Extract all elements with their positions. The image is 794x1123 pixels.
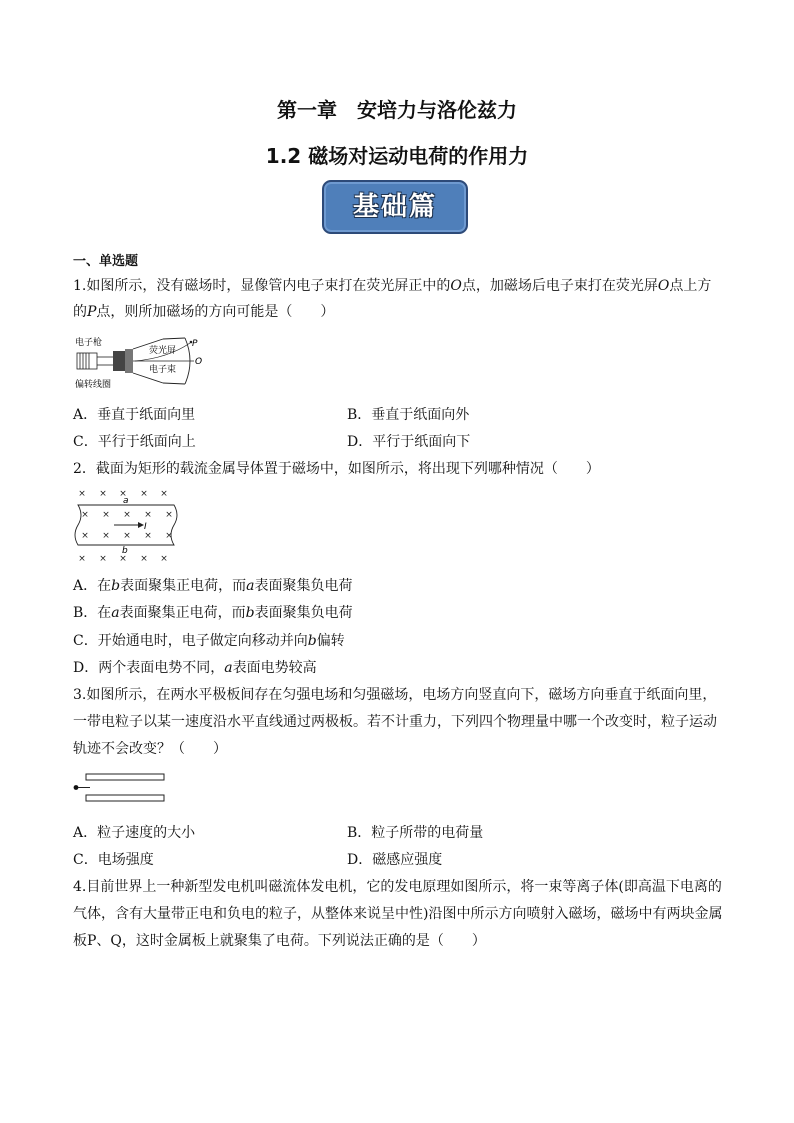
svg-text:×: × (102, 510, 110, 520)
var-a: a (224, 660, 233, 676)
q2-stem: 2．截面为矩形的载流金属导体置于磁场中，如图所示，将出现下列哪种情况（ ） (73, 461, 600, 477)
svg-text:×: × (140, 554, 148, 564)
level-badge (322, 180, 468, 234)
svg-text:×: × (140, 489, 148, 499)
level-badge-label: 基础篇 (352, 192, 437, 222)
q1-stem-line2 (73, 302, 334, 322)
q3-option-a[interactable]: A．粒子速度的大小 (73, 825, 196, 841)
option-text: 表面聚集正电荷，而 (120, 578, 247, 594)
option-text: 表面聚集负电荷 (254, 578, 353, 594)
option-text: B．在 (73, 605, 112, 621)
q1-stem-line1 (73, 276, 711, 296)
q3-option-b[interactable]: B．粒子所带的电荷量 (347, 825, 484, 841)
q3-option-c[interactable]: C．电场强度 (73, 852, 154, 868)
option-text: 表面电势较高 (232, 660, 317, 676)
conductor-diagram (70, 485, 182, 565)
q4-stem-line1: 4.目前世界上一种新型发电机叫磁流体发电机，它的发电原理如图所示，将一束等离子体(即高温下电离的 (73, 879, 722, 895)
q2-option-c[interactable] (73, 631, 345, 651)
current-label: I (144, 522, 147, 532)
svg-text:×: × (81, 510, 89, 520)
q1-var-o: O (450, 278, 462, 294)
q2-option-b[interactable] (73, 603, 353, 623)
svg-text:×: × (99, 489, 107, 499)
option-text: 偏转 (316, 633, 345, 649)
var-b: b (307, 633, 317, 649)
svg-text:×: × (81, 531, 89, 541)
crt-label-gun: 电子枪 (75, 338, 103, 348)
var-a: a (246, 578, 255, 594)
lower-plate (86, 795, 164, 801)
svg-text:×: × (78, 489, 86, 499)
surface-b-label: b (122, 546, 128, 556)
crt-tube (133, 338, 194, 384)
option-text: D．两个表面电势不同， (73, 660, 225, 676)
svg-text:×: × (119, 489, 127, 499)
q1-option-d[interactable]: D．平行于纸面向下 (347, 434, 471, 450)
crt-label-beam: 电子束 (149, 365, 177, 375)
q1-text: 点，则所加磁场的方向可能是（ ） (96, 304, 335, 320)
svg-text:×: × (160, 554, 168, 564)
q3-stem-line1: 3.如图所示，在两水平极板间存在匀强电场和匀强磁场，电场方向竖直向下，磁场方向垂直于纸面向里， (73, 687, 717, 703)
option-text: A．在 (73, 578, 112, 594)
q1-text: 点，加磁场后电子束打在荧光屏 (461, 278, 658, 294)
option-text: C．开始通电时，电子做定向移动并向 (73, 633, 308, 649)
crt-diagram (73, 334, 213, 392)
svg-text:×: × (99, 554, 107, 564)
q1-option-a[interactable]: A．垂直于纸面向里 (73, 407, 196, 423)
svg-text:×: × (165, 510, 173, 520)
section-heading: 一、单选题 (73, 254, 139, 269)
svg-text:×: × (144, 531, 152, 541)
q1-text: 点上方 (669, 278, 712, 294)
var-b: b (111, 578, 121, 594)
svg-text:×: × (78, 554, 86, 564)
q1-var-p: P (87, 304, 97, 320)
q1-option-b[interactable]: B．垂直于纸面向外 (347, 407, 470, 423)
svg-text:×: × (119, 554, 127, 564)
svg-text:×: × (123, 531, 131, 541)
q2-option-d[interactable] (73, 658, 317, 678)
svg-text:×: × (102, 531, 110, 541)
crt-label-p: P (192, 339, 198, 349)
crt-label-o: O (195, 357, 203, 367)
option-text: 表面聚集负电荷 (254, 605, 353, 621)
q1-text: 1.如图所示，没有磁场时，显像管内电子束打在荧光屏正中的 (73, 278, 451, 294)
point-p-marker (190, 341, 193, 344)
charged-particle (74, 785, 79, 790)
plates-diagram (72, 770, 172, 806)
crt-label-coil: 偏转线圈 (75, 380, 112, 390)
chapter-title: 第一章 安培力与洛伦兹力 (277, 98, 517, 122)
electron-gun (77, 353, 113, 369)
q3-option-d[interactable]: D．磁感应强度 (347, 852, 443, 868)
q2-option-a[interactable] (73, 576, 352, 596)
svg-text:×: × (123, 510, 131, 520)
svg-text:×: × (160, 489, 168, 499)
q4-stem-line2: 气体，含有大量带正电和负电的粒子，从整体来说呈中性)沿图中所示方向喷射入磁场，磁场中有两块金属 (73, 906, 723, 922)
deflection-coil (113, 349, 133, 373)
q1-option-c[interactable]: C．平行于纸面向上 (73, 434, 196, 450)
section-title: 1.2 磁场对运动电荷的作用力 (265, 144, 529, 168)
q4-stem-line3: 板P、Q，这时金属板上就聚集了电荷。下列说法正确的是（ ） (73, 933, 486, 949)
crt-label-screen: 荧光屏 (149, 346, 177, 356)
q1-text: 的 (73, 304, 87, 320)
q3-stem-line3: 轨迹不会改变？（ ） (73, 741, 227, 757)
q1-var-o: O (657, 278, 670, 294)
option-text: 表面聚集正电荷，而 (119, 605, 246, 621)
var-a: a (111, 605, 120, 621)
svg-text:×: × (165, 531, 173, 541)
var-b: b (245, 605, 255, 621)
q3-stem-line2: 一带电粒子以某一速度沿水平直线通过两极板。若不计重力，下列四个物理量中哪一个改变时，粒子运动 (73, 714, 717, 730)
upper-plate (86, 774, 164, 780)
surface-a-label: a (123, 496, 129, 506)
svg-text:×: × (144, 510, 152, 520)
